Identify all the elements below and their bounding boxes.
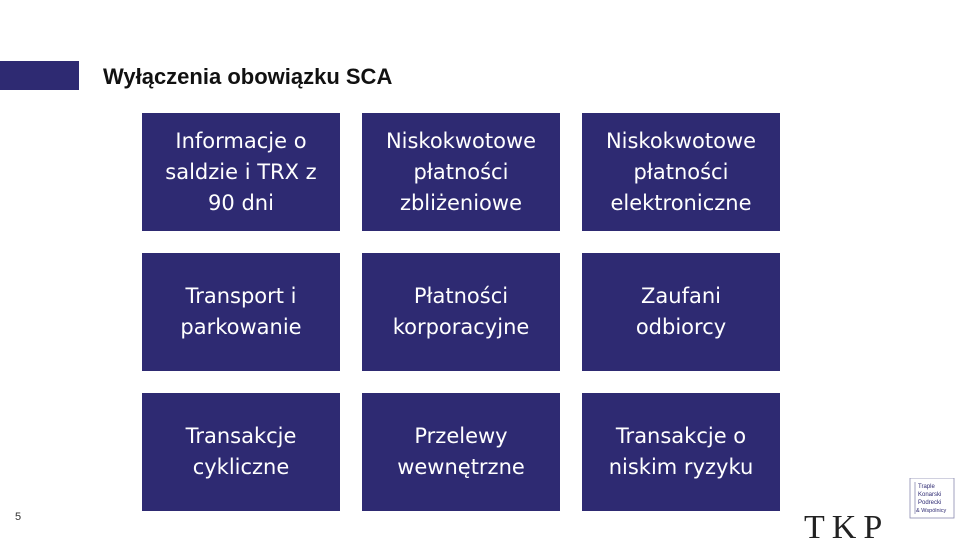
exemption-tile: Niskokwotowe płatności zbliżeniowe [362, 113, 560, 231]
exemption-tile: Płatności korporacyjne [362, 253, 560, 371]
exemption-tile: Niskokwotowe płatności elektroniczne [582, 113, 780, 231]
accent-bar [0, 61, 79, 90]
exemption-tile: Zaufani odbiorcy [582, 253, 780, 371]
tkp-logo [802, 478, 960, 540]
logo-subtext: Podrecki [918, 500, 942, 506]
exemption-tile: Transport i parkowanie [142, 253, 340, 371]
page-number: 5 [15, 511, 22, 523]
logo-wordmark: TKP [804, 509, 890, 540]
exemption-tile: Transakcje o niskim ryzyku [582, 393, 780, 511]
exemption-tile: Informacje o saldzie i TRX z 90 dni [142, 113, 340, 231]
logo-subtext: & Wspólnicy [916, 508, 947, 514]
exemption-tile: Transakcje cykliczne [142, 393, 340, 511]
logo-subtext: Konarski [918, 492, 942, 498]
logo-subtext: Traple [918, 484, 935, 490]
exemption-tile: Przelewy wewnętrzne [362, 393, 560, 511]
slide-title: Wyłączenia obowiązku SCA [103, 64, 393, 89]
